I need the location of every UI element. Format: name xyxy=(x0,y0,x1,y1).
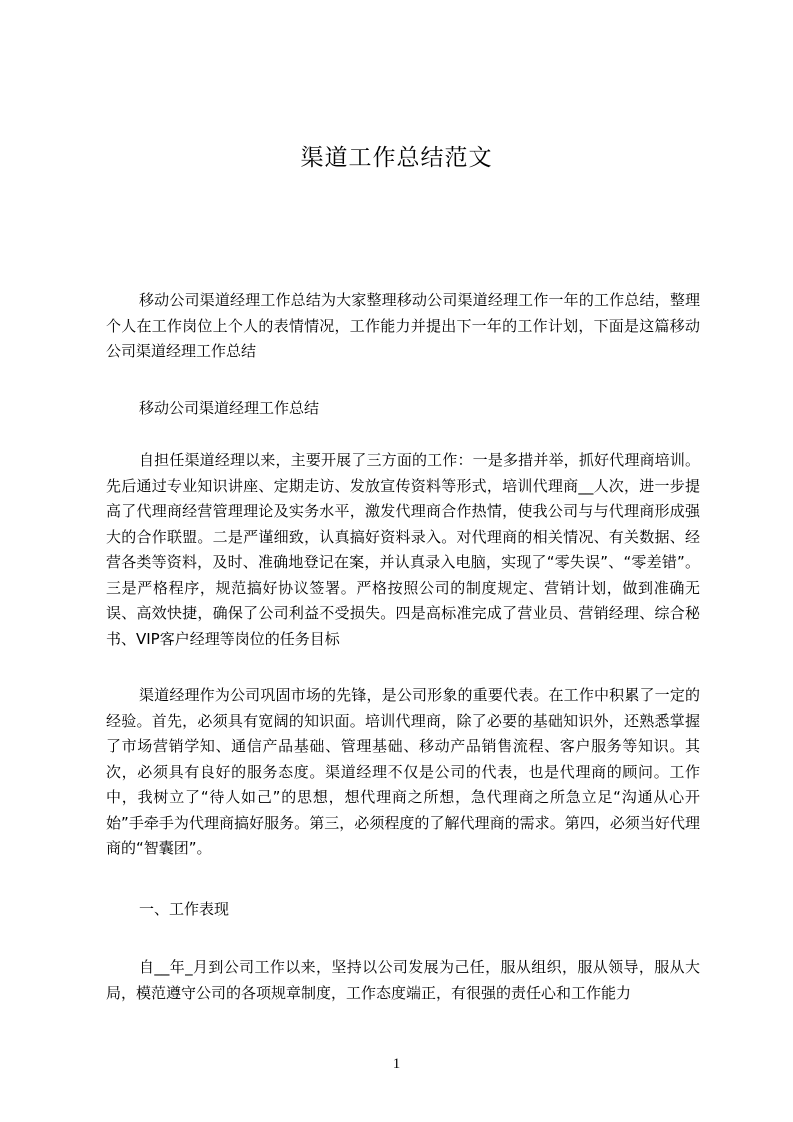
intro-paragraph: 移动公司渠道经理工作总结为大家整理移动公司渠道经理工作一年的工作总结，整理个人在工作岗位上个人的表情情况，工作能力并提出下一年的工作计划，下面是这篇移动公司渠道经理工作总结 xyxy=(106,291,700,360)
work-summary-paragraph: 自担任渠道经理以来，主要开展了三方面的工作：一是多措并举，抓好代理商培训。先后通过专业知识讲座、定期走访、发放宣传资料等形式，培训代理商__人次，进一步提高了代理商经营管理理论及实务水平，激发代理商合作热情，使我公司与与代理商形成强大的合作联盟。二是严谨细致，认真搞好资料录入。对代理商的相关情况、有关数据、经营各类等资料，及时、准确地登记在案，并认真录入电脑，实现了“零失误”、“零差错”。三是严格程序，规范搞好协议签署。严格按照公司的制度规定、营销计划，做到准确无误、高效快捷，确保了公司利益不受损失。四是高标准完成了营业员、营销经理、综合秘书、VIP客户经理等岗位的任务目标 xyxy=(106,451,700,648)
page-number: 1 xyxy=(392,1056,401,1072)
performance-paragraph: 自__年_月到公司工作以来，坚持以公司发展为己任，服从组织，服从领导，服从大局，模范遵守公司的各项规章制度，工作态度端正，有很强的责任心和工作能力 xyxy=(106,958,700,1002)
document-title: 渠道工作总结范文 xyxy=(300,145,493,171)
experience-paragraph: 渠道经理作为公司巩固市场的先锋，是公司形象的重要代表。在工作中积累了一定的经验。首先，必须具有宽阔的知识面。培训代理商，除了必要的基础知识外，还熟悉掌握了市场营销学知、通信产品基础、管理基础、移动产品销售流程、客户服务等知识。其次，必须具有良好的服务态度。渠道经理不仅是公司的代表，也是代理商的顾问。工作中，我树立了“待人如己”的思想，想代理商之所想，急代理商之所急立足“沟通从心开始”手牵手为代理商搞好服务。第三，必须程度的了解代理商的需求。第四，必须当好代理商的“智囊团”。 xyxy=(106,686,700,857)
section-heading-performance: 一、工作表现 xyxy=(139,900,230,918)
section-heading-summary: 移动公司渠道经理工作总结 xyxy=(139,399,320,417)
